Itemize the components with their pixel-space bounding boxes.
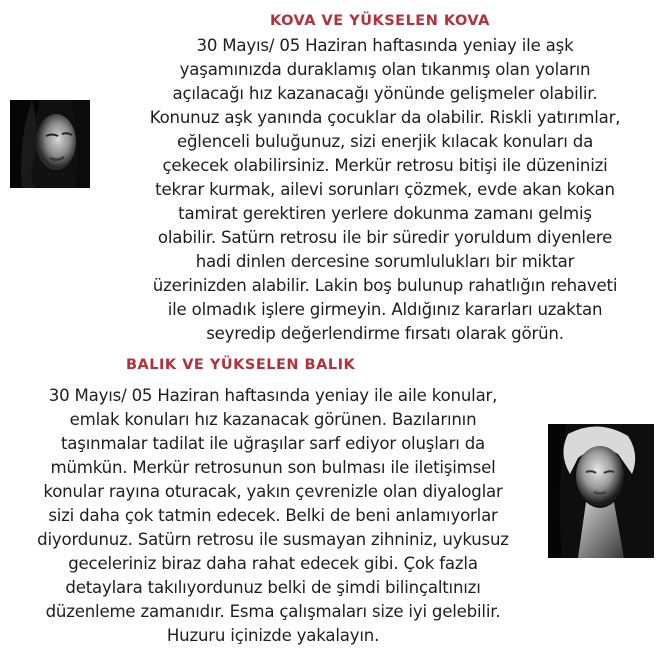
body-line: hadi dinlen dercesine sorumlulukları bir miktar (195, 252, 575, 271)
body-line: ile olmadık işlere girmeyin. Aldığınız kararları uzaktan (167, 300, 603, 319)
body-line: olabilir. Satürn retrosu ile bir süredir yoruldum diyenlere (157, 228, 613, 247)
body-line: seyredip değerlendirme fırsatı olarak görün. (206, 324, 564, 343)
body-line: 30 Mayıs/ 05 Haziran haftasında yeniay ile aşk (196, 36, 574, 55)
body-line: tekrar kurmak, ailevi sorunları çözmek, evde akan kokan (155, 180, 615, 199)
body-line: 30 Mayıs/ 05 Haziran haftasında yeniay ile aile konular, (48, 386, 498, 405)
woman-portrait-photo (10, 100, 90, 188)
body-line: diyordunuz. Satürn retrosu ile susmayan zihniniz, uykusuz (37, 530, 509, 549)
body-line: düzenleme zamanıdır. Esma çalışmaları size iyi gelebilir. (45, 602, 501, 621)
section-body-kova (100, 34, 666, 346)
woman-portrait-photo (548, 424, 654, 558)
body-line: Konunuz aşk yanında çocuklar da olabilir. Riskli yatırımlar, (149, 108, 621, 127)
section-title-kova: KOVA VE YÜKSELEN KOVA (270, 13, 490, 29)
body-line: mümkün. Merkür retrosunun son bulması ile iletişimsel (50, 458, 496, 477)
body-line: geceleriniz biraz daha rahat edecek gibi. Çok fazla (68, 554, 478, 573)
body-line: taşınmalar tadilat ile uğraşılar sarf ediyor oluşları da (61, 434, 485, 453)
body-line: Huzuru içinizde yakalayın. (166, 626, 380, 645)
section-title-balik: BALIK VE YÜKSELEN BALIK (126, 357, 356, 373)
body-line: sizi daha çok tatmin edecek. Belki de beni anlamıyorlar (48, 506, 498, 525)
body-line: emlak konuları hız kazanacak görünen. Bazılarının (69, 410, 477, 429)
body-line: eğlenceli buluğunuz, sizi enerjik kılacak konuları da (176, 132, 594, 151)
body-line: detaylara takılıyordunuz belki de şimdi bilinçaltınızı (65, 578, 481, 597)
section-body-balik (0, 384, 546, 648)
body-line: açılacağı hız kazanacağı yönünde gelişmeler olabilir. (172, 84, 598, 103)
body-line: çekecek olabilirsiniz. Merkür retrosu bitişi ile düzeninizi (162, 156, 608, 175)
body-line: tamirat gerektiren yerlere dokunma zamanı gelmiş (178, 204, 592, 223)
body-line: konular rayına oturacak, yakın çevrenizle olan diyaloglar (43, 482, 503, 501)
body-line: üzerinizden alabilir. Lakin boş bulunup rahatlığın rehaveti (152, 276, 618, 295)
body-line: yaşamınızda duraklamış olan tıkanmış olan yoların (179, 60, 591, 79)
